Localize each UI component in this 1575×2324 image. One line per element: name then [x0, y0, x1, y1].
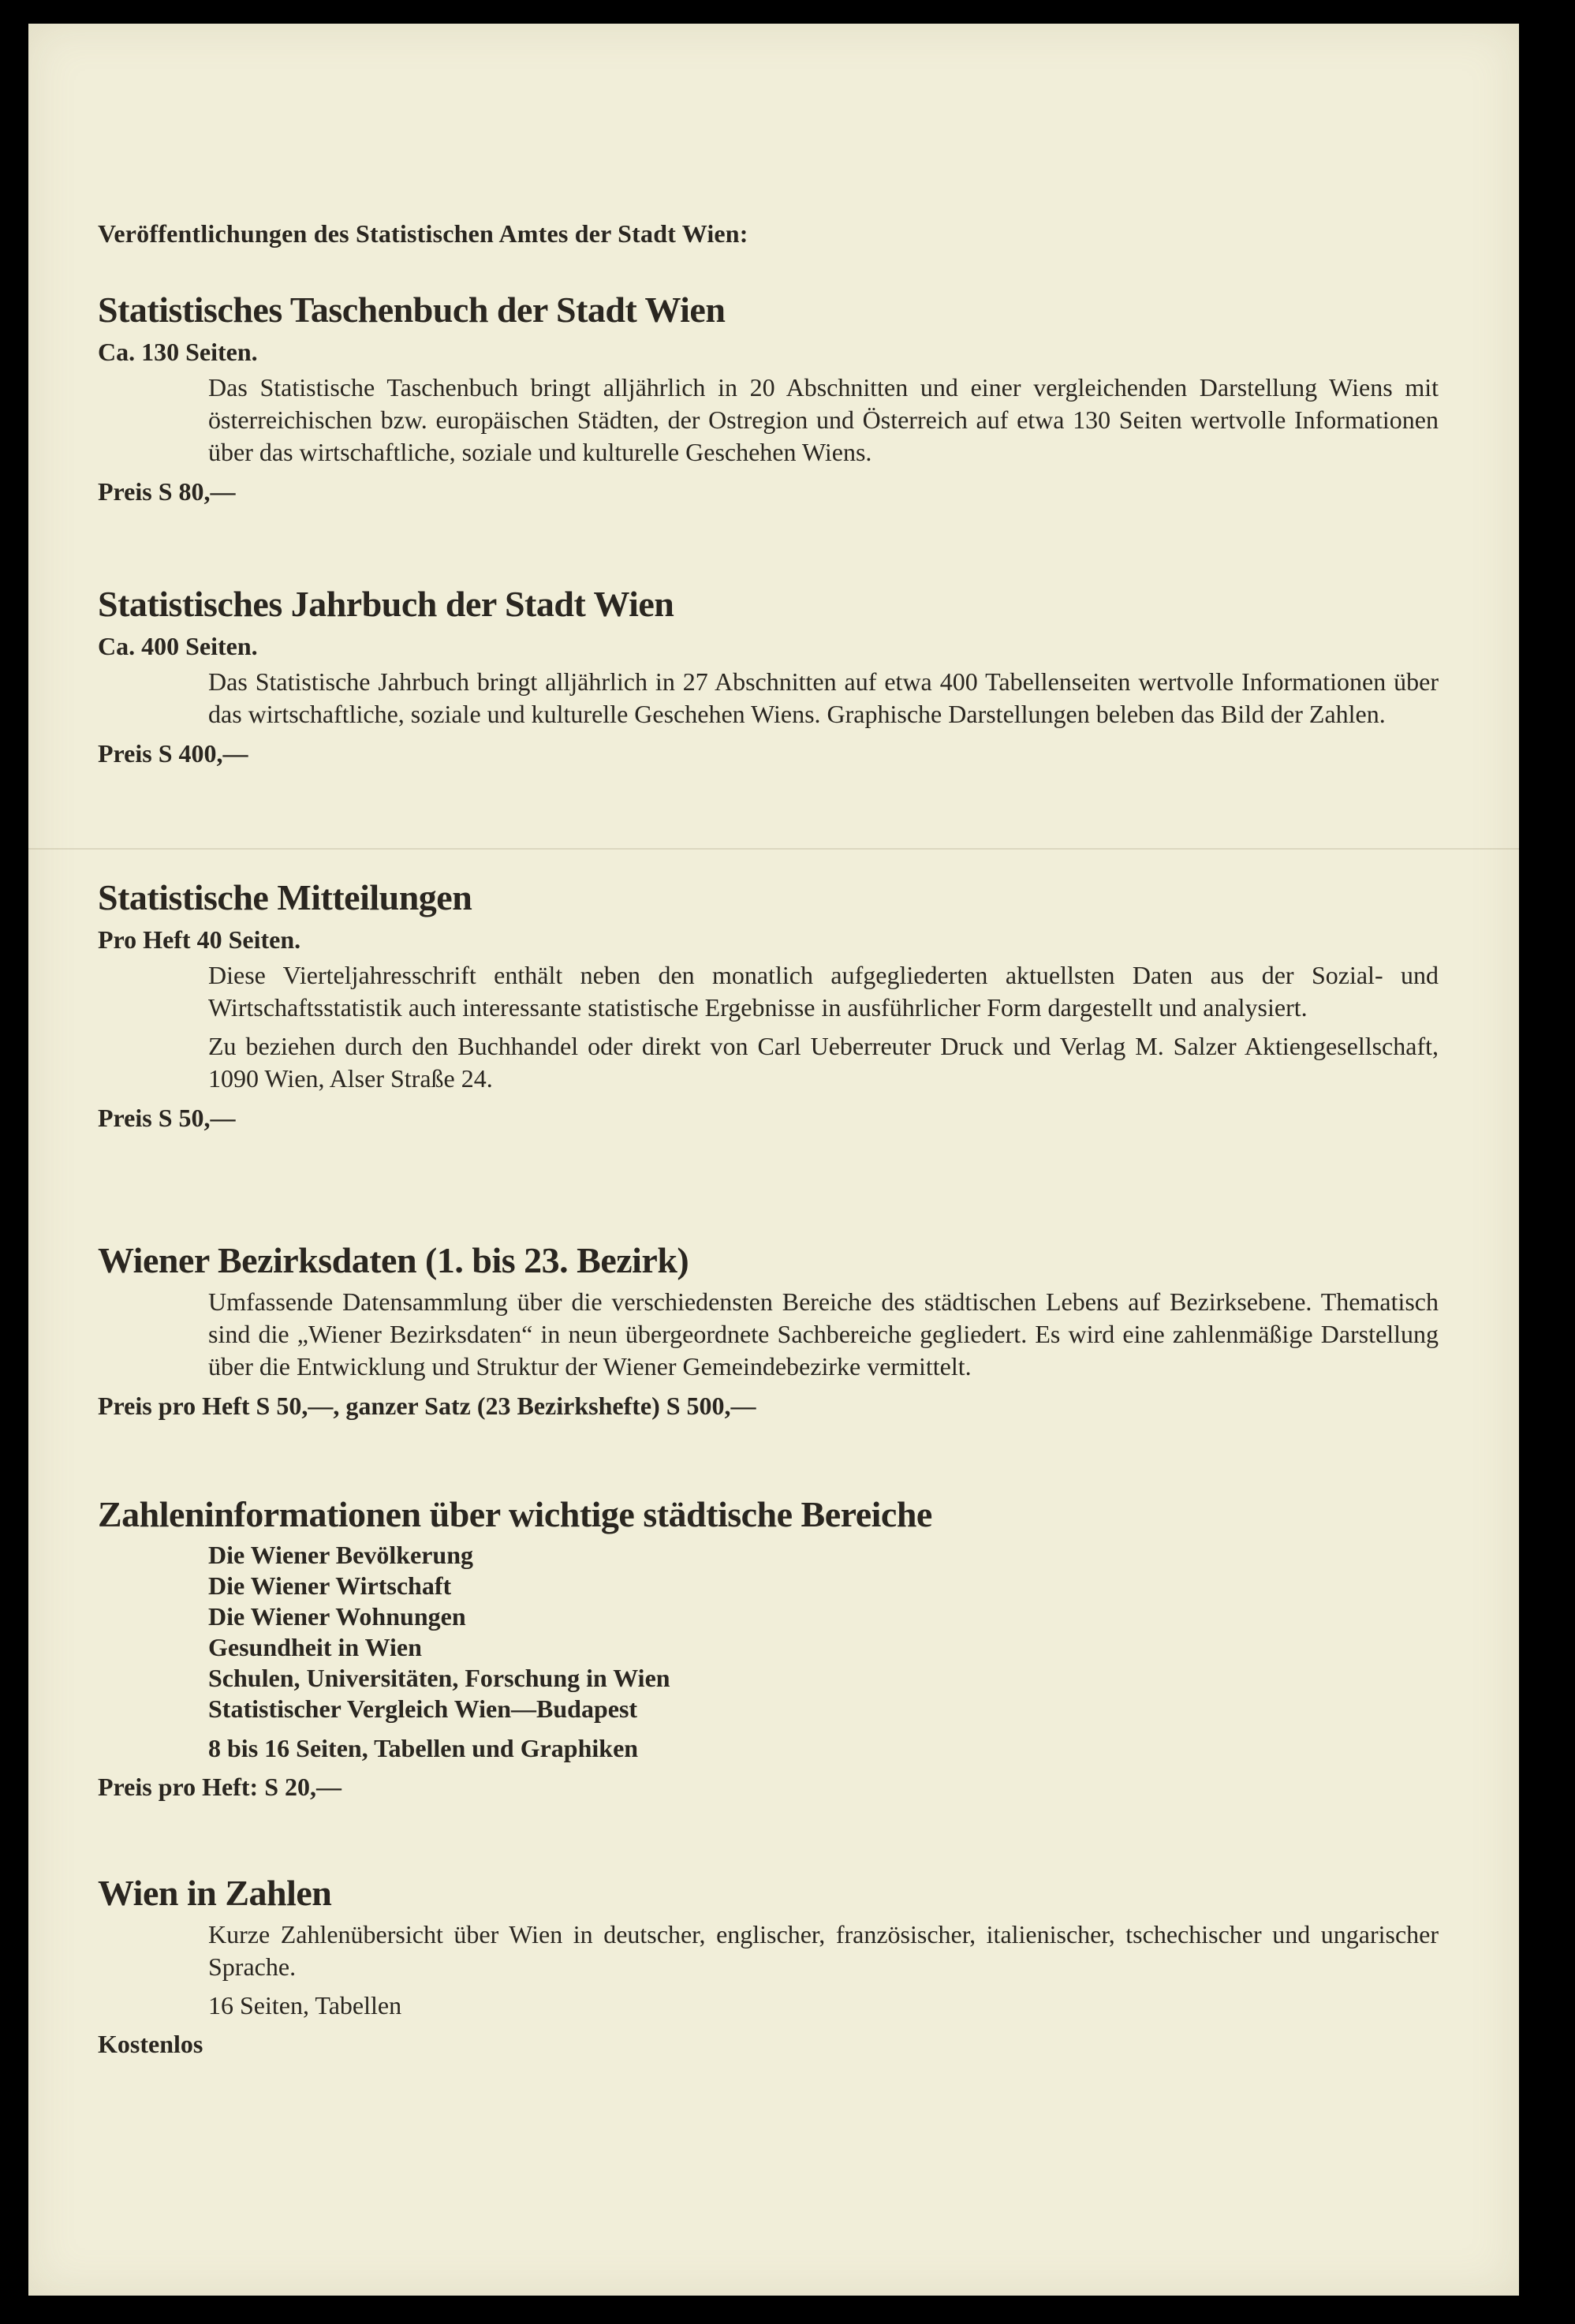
page-count: 16 Seiten, Tabellen: [208, 1991, 402, 2019]
section-description: Das Statistische Jahrbuch bringt alljährlich in 27 Abschnitten auf etwa 400 Tabellenseiten wertvolle Informationen über das wirtschaftliche, soziale und kulturelle Geschehen Wiens. Graphische Darstellungen beleben das Bild der Zahlen.: [208, 667, 1439, 728]
page-count: Pro Heft 40 Seiten.: [98, 925, 301, 954]
list-item: Statistischer Vergleich Wien—Budapest: [208, 1694, 638, 1723]
section-description: Umfassende Datensammlung über die verschiedensten Bereiche des städtischen Lebens auf Bezirksebene. Thematisch sind die „Wiener Bezirksdaten“ in neun übergeordnete Sachbereiche gegliedert. Es wird eine zahlenmäßige Darstellung über die Entwicklung und Struktur der Wiener Gemeindebezirke vermittelt.: [208, 1287, 1439, 1381]
document-page: [28, 24, 1519, 2296]
section-title: Zahleninformationen über wichtige städtische Bereiche: [98, 1494, 932, 1534]
list-item: Schulen, Universitäten, Forschung in Wien: [208, 1664, 670, 1692]
section-description: Das Statistische Taschenbuch bringt alljährlich in 20 Abschnitten und einer vergleichenden Darstellung Wiens mit österreichischen bzw. europäischen Städten, der Ostregion und Österreich auf etwa 130 Seiten wertvolle Informationen über das wirtschaftliche, soziale und kulturelle Geschehen Wiens.: [208, 373, 1439, 466]
price: Preis pro Heft S 50,—, ganzer Satz (23 Bezirkshefte) S 500,—: [98, 1392, 756, 1420]
list-item: Die Wiener Wohnungen: [208, 1602, 466, 1631]
section-zahleninformationen: [98, 1493, 1470, 1803]
page-count: Ca. 130 Seiten.: [98, 338, 258, 366]
price: Preis S 80,—: [98, 477, 236, 506]
price: Preis pro Heft: S 20,—: [98, 1773, 341, 1801]
section-description: Kurze Zahlenübersicht über Wien in deutscher, englischer, französischer, italienischer, tschechischer und ungarischer Sprache.: [208, 1920, 1439, 1981]
section-description: Diese Vierteljahresschrift enthält neben den monatlich aufgegliederten aktuellsten Daten aus der Sozial- und Wirtschaftsstatistik auch interessante statistische Ergebnisse in ausführlicher Form dargestellt und analysiert. Zu beziehen durch den Buchhandel oder direkt von Carl Ueberreuter Druck und Verlag M. Salzer Aktiengesellschaft, 1090 Wien, Alser Straße 24.: [208, 959, 1439, 1095]
order-info: Zu beziehen durch den Buchhandel oder direkt von Carl Ueberreuter Druck und Verlag M. Salzer Aktiengesellschaft, 1090 Wien, Alser Straße 24.: [208, 1032, 1439, 1093]
paper-fold-line: [28, 848, 1519, 850]
publication-list: [208, 1540, 1470, 1724]
price: Kostenlos: [98, 2030, 203, 2058]
page-count: Ca. 400 Seiten.: [98, 632, 258, 660]
list-item: Gesundheit in Wien: [208, 1633, 422, 1661]
price: Preis S 50,—: [98, 1104, 236, 1132]
section-jahrbuch: [98, 582, 1470, 770]
section-title: Statistisches Taschenbuch der Stadt Wien: [98, 290, 726, 330]
page-header: Veröffentlichungen des Statistischen Amtes der Stadt Wien:: [98, 219, 748, 248]
section-taschenbuch: [98, 288, 1470, 508]
page-count: 8 bis 16 Seiten, Tabellen und Graphiken: [208, 1734, 639, 1762]
section-wien-in-zahlen: [98, 1871, 1470, 2061]
section-mitteilungen: [98, 876, 1470, 1134]
list-item: Die Wiener Bevölkerung: [208, 1541, 473, 1569]
list-item: Die Wiener Wirtschaft: [208, 1571, 452, 1600]
section-title: Wien in Zahlen: [98, 1873, 332, 1913]
price: Preis S 400,—: [98, 739, 248, 768]
section-bezirksdaten: [98, 1239, 1470, 1422]
section-title: Wiener Bezirksdaten (1. bis 23. Bezirk): [98, 1240, 689, 1280]
section-title: Statistische Mitteilungen: [98, 877, 472, 917]
section-title: Statistisches Jahrbuch der Stadt Wien: [98, 584, 674, 624]
